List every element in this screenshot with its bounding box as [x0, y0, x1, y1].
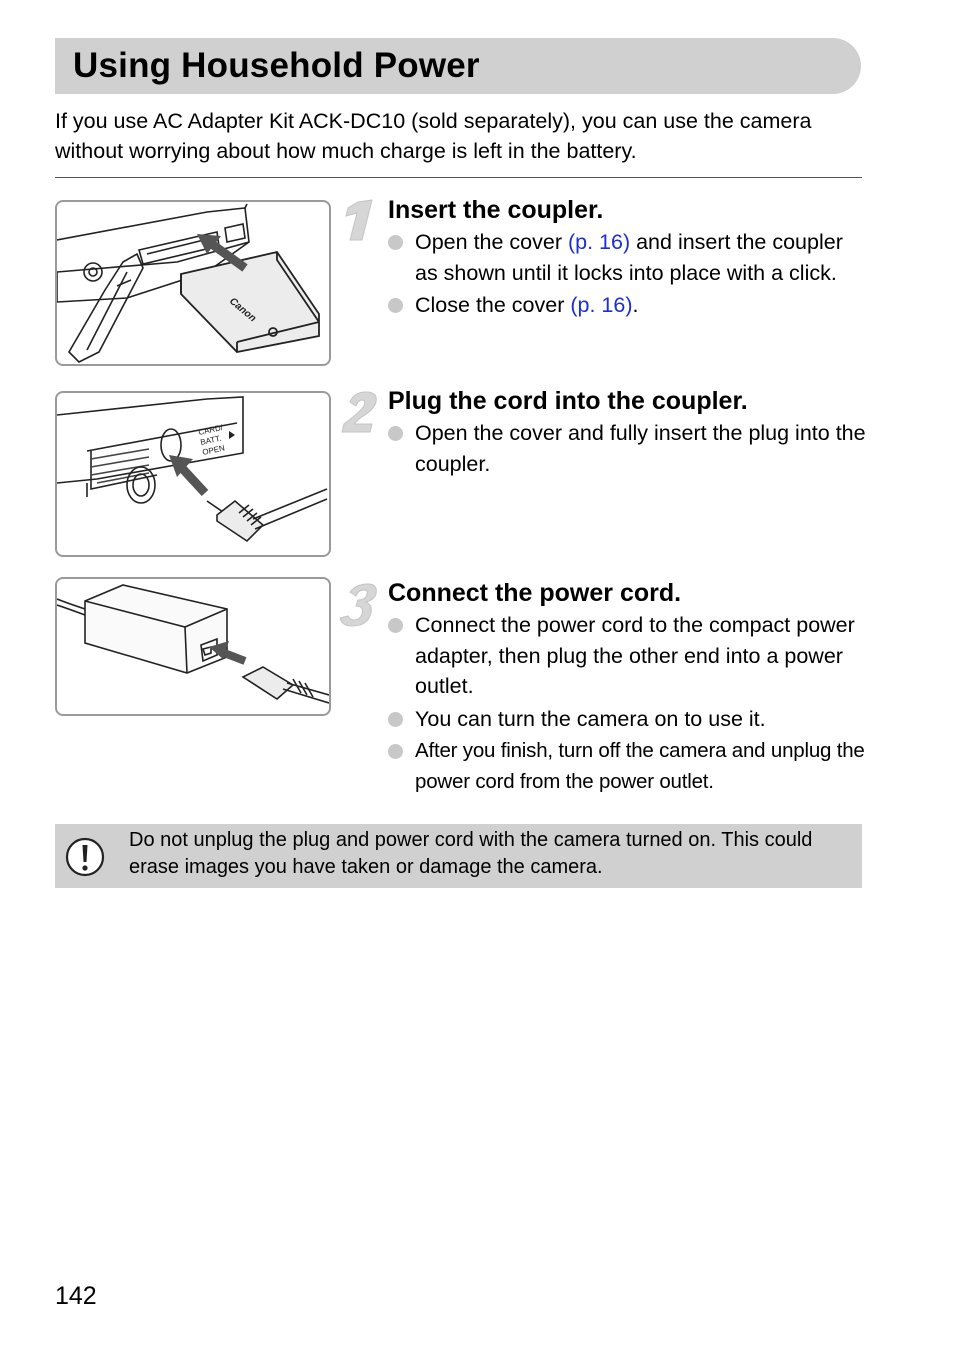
coupler-insert-illustration: [55, 200, 331, 366]
step-3-heading: Connect the power cord.: [388, 579, 682, 607]
step-number-2: [336, 388, 382, 436]
bullet-dot-icon: [388, 426, 403, 441]
page-reference-link[interactable]: (p. 16): [567, 230, 631, 254]
step-3-bullet-3: After you finish, turn off the camera and unplug the power cord from the power outlet.: [388, 736, 868, 797]
power-adapter-icon: [57, 579, 329, 714]
camera-coupler-insert-icon: [57, 202, 329, 364]
card-batt-label: CARD/: [197, 422, 224, 437]
step-1-heading: Insert the coupler.: [388, 196, 604, 224]
divider: [55, 177, 862, 178]
bullet-dot-icon: [388, 618, 403, 633]
caution-icon: [65, 837, 105, 877]
page-title: Using Household Power: [73, 46, 480, 85]
step-number-3: [336, 580, 382, 628]
step-2-bullet-1: Open the cover and fully insert the plug into the coupler.: [388, 418, 868, 479]
page-number: 142: [55, 1282, 97, 1310]
intro-text: If you use AC Adapter Kit ACK-DC10 (sold separately), you can use the camera without worrying about how much charge is left in the battery.: [55, 109, 812, 163]
step-number-1: [336, 196, 382, 244]
step-1-bullet-2: Close the cover (p. 16).: [388, 290, 868, 321]
caution-text: Do not unplug the plug and power cord with the camera turned on. This could erase images you have taken or damage the camera.: [129, 829, 813, 878]
step-3-bullet-1: Connect the power cord to the compact power adapter, then plug the other end into a power outlet.: [388, 610, 868, 702]
step-2-heading: Plug the cord into the coupler.: [388, 387, 748, 415]
step-3-bullet-2: You can turn the camera on to use it.: [388, 704, 868, 735]
bullet-dot-icon: [388, 298, 403, 313]
bullet-dot-icon: [388, 744, 403, 759]
step-3: [388, 578, 868, 797]
step-1: [388, 195, 868, 321]
canon-logo: Canon: [227, 295, 258, 325]
caution-box: [55, 824, 862, 888]
card-batt-label: OPEN: [201, 443, 226, 457]
page-reference-link[interactable]: (p. 16): [570, 293, 633, 317]
bullet-dot-icon: [388, 235, 403, 250]
title-bar: [55, 38, 861, 94]
camera-plug-insert-icon: [57, 393, 329, 555]
plug-cord-illustration: [55, 391, 331, 557]
card-batt-label: BATT.: [199, 433, 223, 447]
power-cord-illustration: [55, 577, 331, 716]
step-2: [388, 386, 868, 479]
bullet-dot-icon: [388, 712, 403, 727]
step-1-bullet-1: Open the cover (p. 16) and insert the coupler as shown until it locks into place with a click.: [388, 227, 868, 288]
